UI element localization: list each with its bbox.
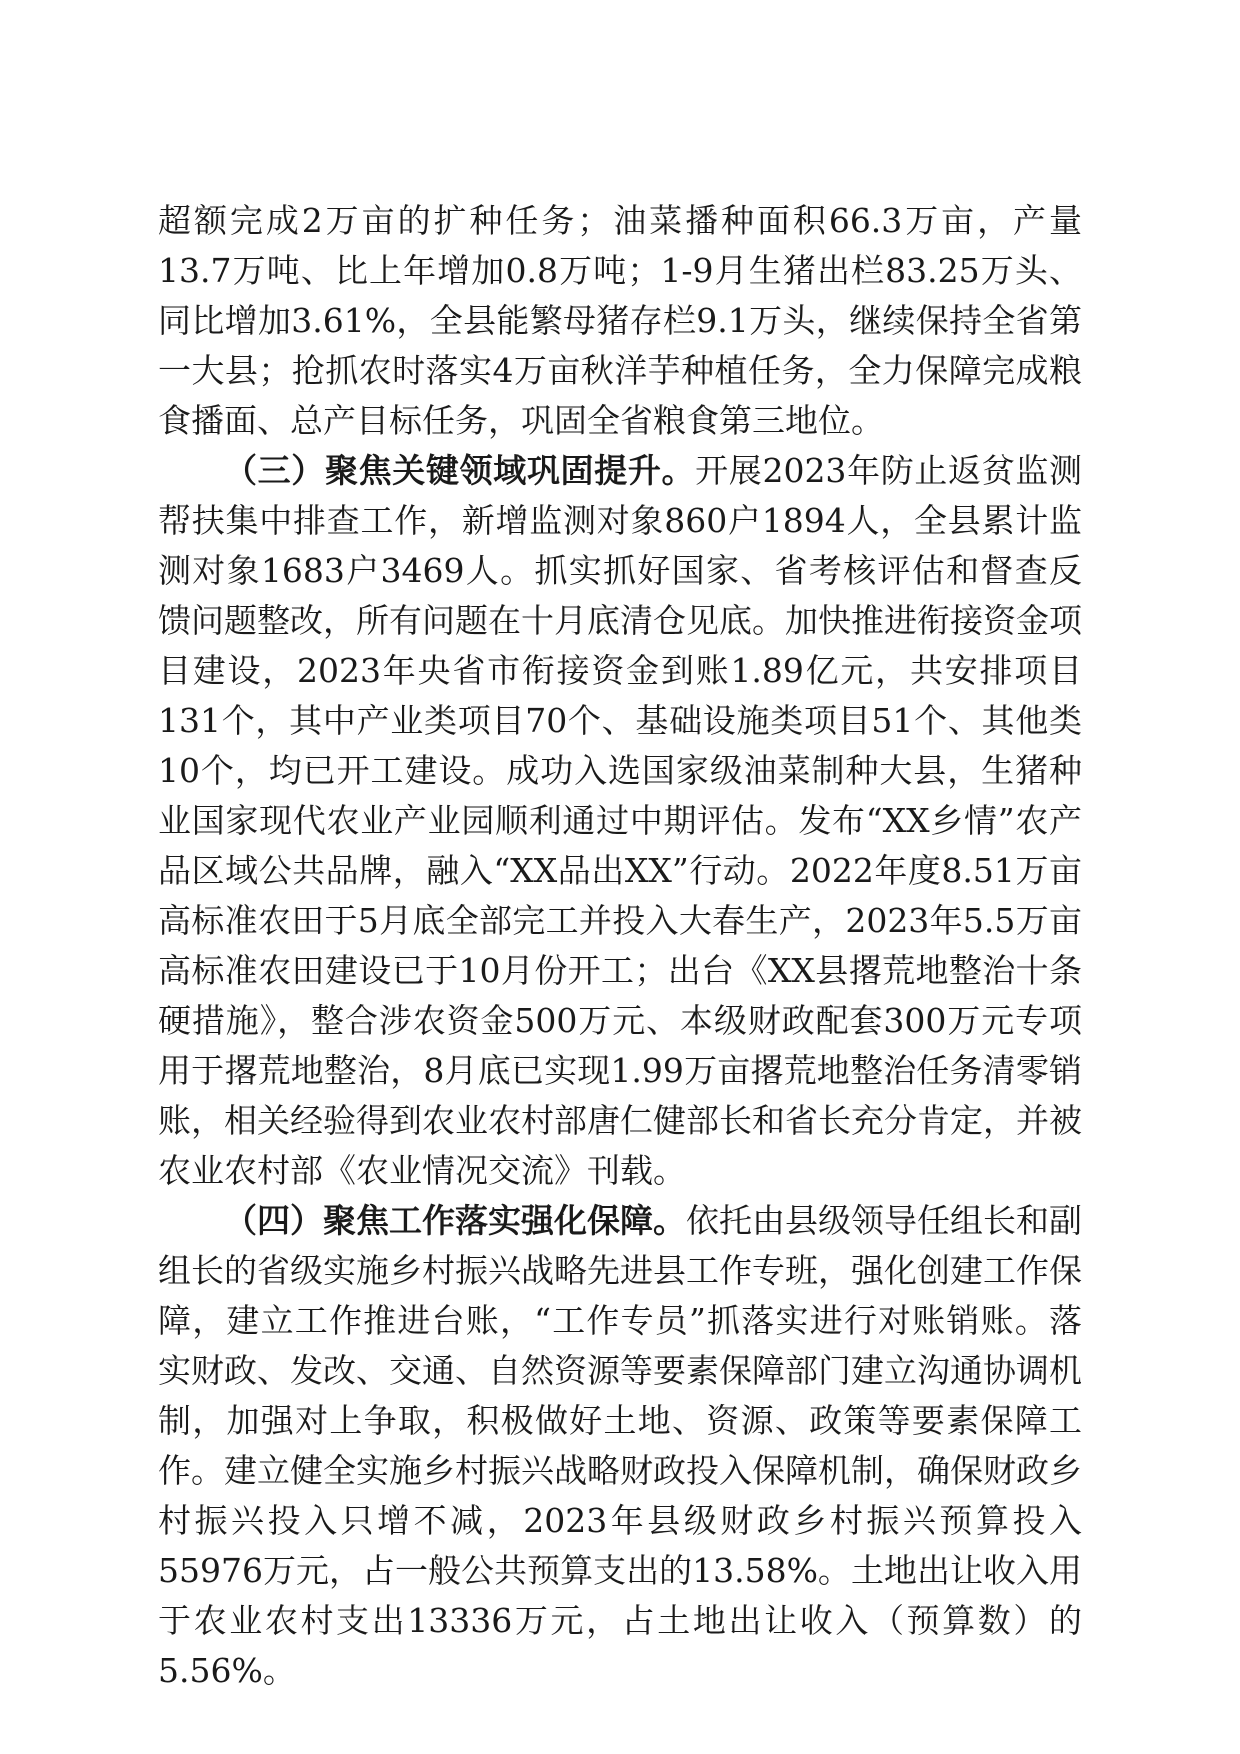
paragraph-body: 超额完成2万亩的扩种任务；油菜播种面积66.3万亩，产量13.7万吨、比上年增加0.8万吨；1-9月生猪出栏83.25万头、同比增加3.61%，全县能繁母猪存栏9.1万头，继续保持全省第一大县；抢抓农时落实4万亩秋洋芋种植任务，全力保障完成粮食播面、总产目标任务，巩固全省粮食第三地位。 <box>158 201 1082 440</box>
document-page <box>158 196 1082 1696</box>
section-heading-4: （四）聚焦工作落实强化保障。 <box>224 1201 686 1240</box>
paragraph-section-4 <box>158 1196 1082 1696</box>
paragraph-body: 依托由县级领导任组长和副组长的省级实施乡村振兴战略先进县工作专班，强化创建工作保障，建立工作推进台账，“工作专员”抓落实进行对账销账。落实财政、发改、交通、自然资源等要素保障部门建立沟通协调机制，加强对上争取，积极做好土地、资源、政策等要素保障工作。建立健全实施乡村振兴战略财政投入保障机制，确保财政乡村振兴投入只增不减，2023年县级财政乡村振兴预算投入55976万元，占一般公共预算支出的13.58%。土地出让收入用于农业农村支出13336万元，占土地出让收入（预算数）的5.56%。 <box>158 1201 1082 1690</box>
paragraph-body: 开展2023年防止返贫监测帮扶集中排查工作，新增监测对象860户1894人，全县累计监测对象1683户3469人。抓实抓好国家、省考核评估和督查反馈问题整改，所有问题在十月底清仓见底。加快推进衔接资金项目建设，2023年央省市衔接资金到账1.89亿元，共安排项目131个，其中产业类项目70个、基础设施类项目51个、其他类10个，均已开工建设。成功入选国家级油菜制种大县，生猪种业国家现代农业产业园顺利通过中期评估。发布“XX乡情”农产品区域公共品牌，融入“XX品出XX”行动。2022年度8.51万亩高标准农田于5月底全部完工并投入大春生产，2023年5.5万亩高标准农田建设已于10月份开工；出台《XX县撂荒地整治十条硬措施》，整合涉农资金500万元、本级财政配套300万元专项用于撂荒地整治，8月底已实现1.99万亩撂荒地整治任务清零销账，相关经验得到农业农村部唐仁健部长和省长充分肯定，并被农业农村部《农业情况交流》刊载。 <box>158 451 1082 1190</box>
section-heading-3: （三）聚焦关键领域巩固提升。 <box>224 451 696 490</box>
paragraph-section-3 <box>158 446 1082 1196</box>
paragraph-continuation <box>158 196 1082 446</box>
